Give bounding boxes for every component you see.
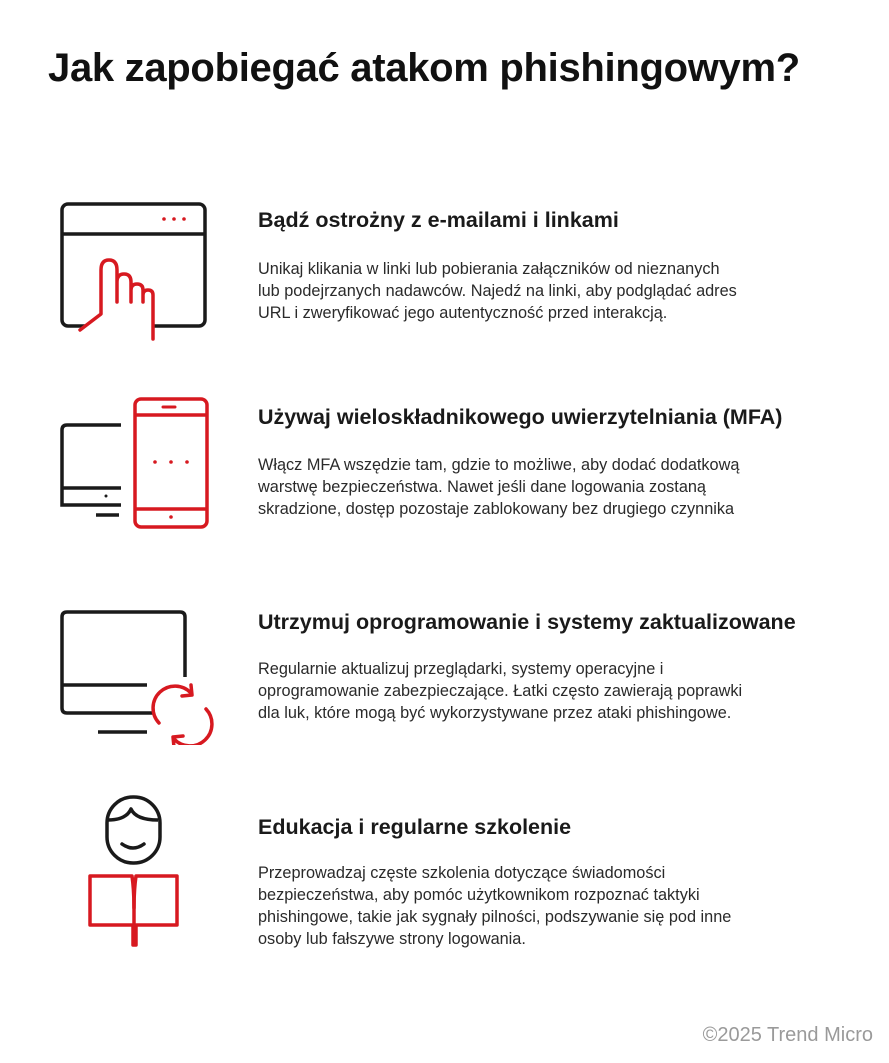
mfa-devices-icon (55, 393, 215, 533)
tip-body: Regularnie aktualizuj przeglądarki, systemy operacyjne i oprogramowanie zabezpieczające. Łatki często zawierają poprawki dla luk, które mogą być wykorzystywane przez ataki phishingowe. (258, 660, 743, 722)
person-reading-icon (80, 790, 190, 950)
tip-body: Włącz MFA wszędzie tam, gdzie to możliwe, aby dodać dodatkową warstwę bezpieczeństwa. Nawet jeśli dane logowania zostaną skradzione, dostęp pozostaje zablokowany bez drugiego czynnika (258, 456, 740, 518)
tip-body: Przeprowadzaj częste szkolenia dotyczące świadomości bezpieczeństwa, aby pomóc użytkownikom rozpoznać taktyki phishingowe, takie jak sygnały pilności, podszywanie się pod inne osoby lub fałszywe strony logowania. (258, 864, 732, 948)
tip-heading: Utrzymuj oprogramowanie i systemy zaktualizowane (258, 610, 796, 634)
tip-heading: Edukacja i regularne szkolenie (258, 815, 572, 839)
browser-click-icon (55, 198, 215, 343)
copyright: ©2025 Trend Micro (702, 1024, 873, 1046)
page-title: Jak zapobiegać atakom phishingowym? (48, 46, 800, 90)
monitor-update-icon (55, 605, 215, 745)
tip-heading: Używaj wieloskładnikowego uwierzytelniania (MFA) (258, 405, 783, 429)
tip-body: Unikaj klikania w linki lub pobierania załączników od nieznanych lub podejrzanych nadawców. Najedź na linki, aby podglądać adres URL i zweryfikować jego autentyczność przed interakcją. (258, 260, 737, 322)
tip-heading: Bądź ostrożny z e-mailami i linkami (258, 208, 619, 232)
